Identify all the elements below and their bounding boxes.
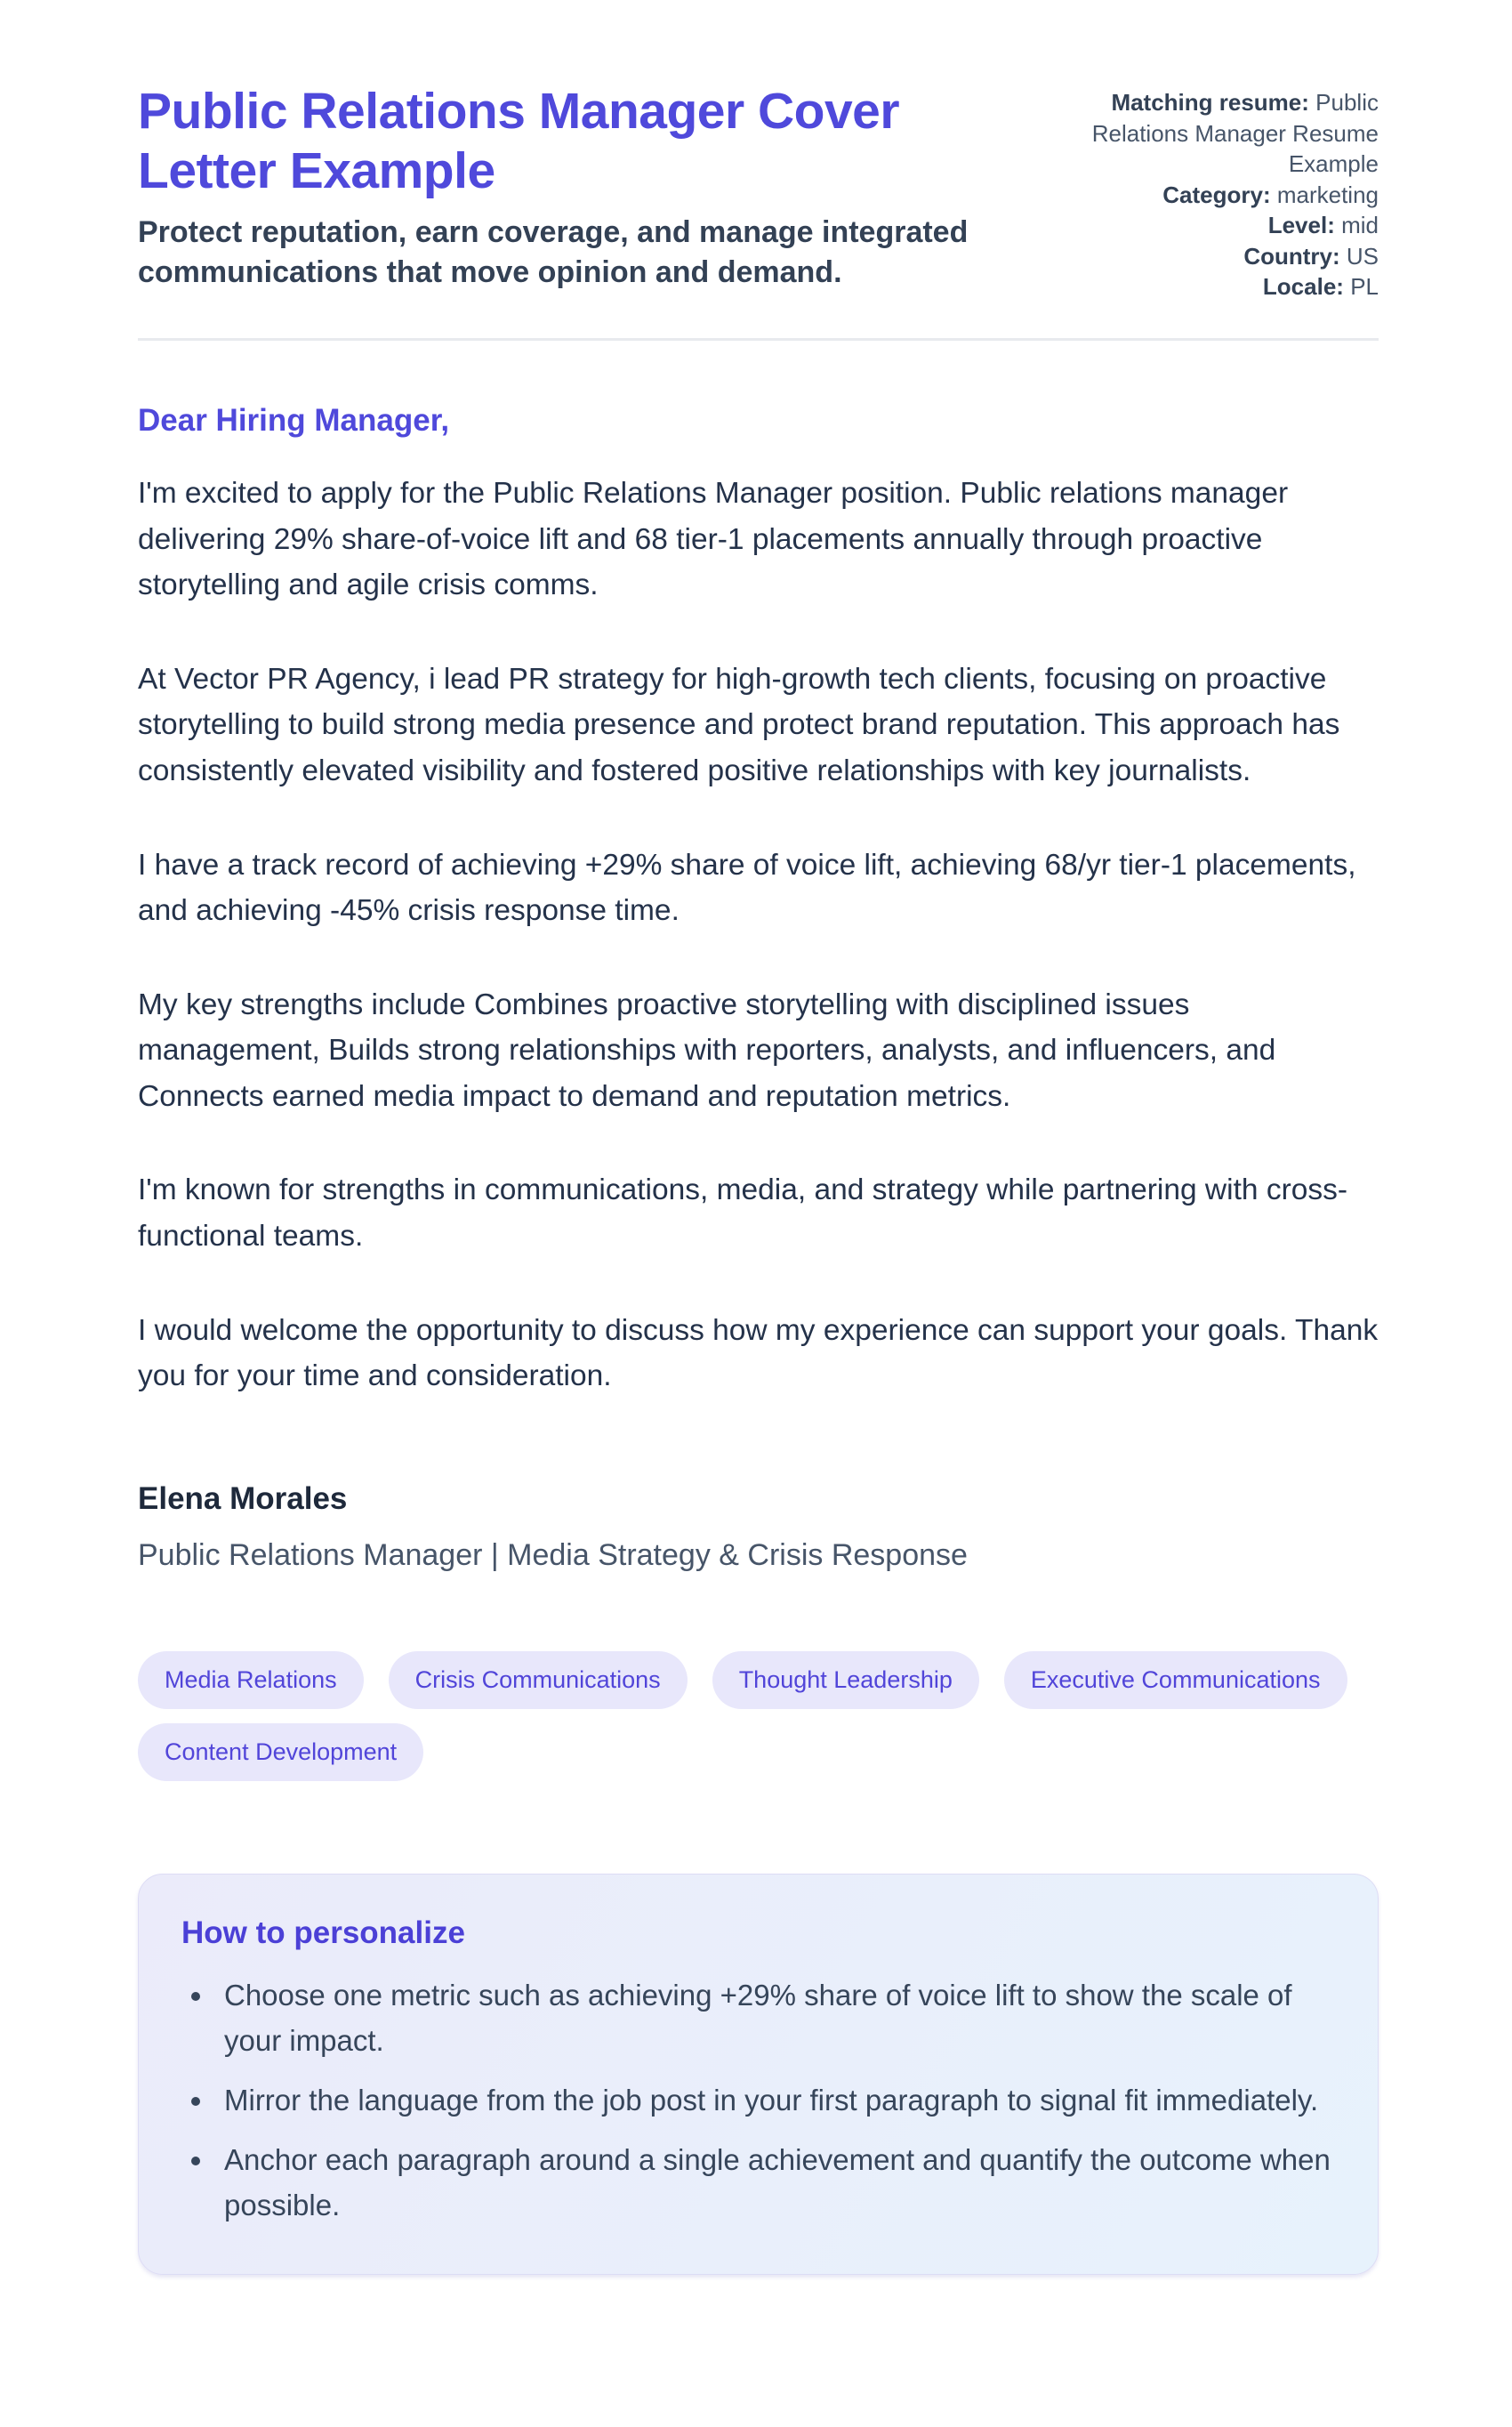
tag-content-development[interactable]: Content Development <box>138 1723 423 1781</box>
letter-paragraph: I would welcome the opportunity to discuss how my experience can support your goals. Thank you for your time and consideration. <box>138 1313 1379 1393</box>
signature-name: Elena Morales <box>138 1480 348 1516</box>
skill-tags <box>138 1651 1379 1781</box>
meta-label-category: Category: <box>1162 181 1271 208</box>
meta-label-locale: Locale: <box>1262 273 1344 301</box>
letter-paragraph: I have a track record of achieving +29% share of voice lift, achieving 68/yr tier-1 placements, and achieving -45% crisis response time. <box>138 848 1356 928</box>
meta-value-locale: PL <box>1350 273 1379 301</box>
title-block <box>138 82 1027 292</box>
page-header <box>138 82 1379 302</box>
how-to-personalize-callout <box>138 1874 1379 2276</box>
signature-title: Public Relations Manager | Media Strategy & Crisis Response <box>138 1537 968 1572</box>
meta-label-country: Country: <box>1243 242 1340 270</box>
tag-media-relations[interactable]: Media Relations <box>138 1651 364 1709</box>
letter-body <box>138 403 1379 1573</box>
signature-block <box>138 1481 1379 1573</box>
letter-paragraph: I'm known for strengths in communications, media, and strategy while partnering with cross-functional teams. <box>138 1173 1348 1253</box>
meta-panel <box>1072 82 1379 302</box>
tag-crisis-communications[interactable]: Crisis Communications <box>389 1651 688 1709</box>
tag-executive-communications[interactable]: Executive Communications <box>1004 1651 1347 1709</box>
tag-thought-leadership[interactable]: Thought Leadership <box>712 1651 979 1709</box>
callout-bullet: • Mirror the language from the job post in your first paragraph to signal fit immediately. <box>215 2077 1335 2123</box>
meta-value-category: marketing <box>1276 181 1379 208</box>
content-divider <box>138 338 1379 341</box>
callout-bullet: • Choose one metric such as achieving +29% share of voice lift to show the scale of your impact. <box>215 1972 1335 2063</box>
callout-title: How to personalize <box>181 1915 465 1950</box>
callout-bullet: • Anchor each paragraph around a single achievement and quantify the outcome when possible. <box>215 2137 1335 2228</box>
letter-greeting: Dear Hiring Manager, <box>138 403 450 439</box>
meta-value-country: US <box>1346 242 1379 270</box>
meta-value-level: mid <box>1341 212 1379 239</box>
letter-paragraph: My key strengths include Combines proactive storytelling with disciplined issues management, Builds strong relationships with reporters, analysts, and influencers, and Connects earned media impact to demand and reputation metrics. <box>138 988 1276 1113</box>
page-title: Public Relations Manager Cover Letter Example <box>138 83 900 199</box>
letter-paragraph: At Vector PR Agency, i lead PR strategy for high-growth tech clients, focusing on proactive storytelling to build strong media presence and protect brand reputation. This approach has consistently elevated visibility and fostered positive relationships with key journalists. <box>138 662 1340 787</box>
meta-value-matching-resume: Public Relations Manager Resume Example <box>1091 89 1379 178</box>
page-subtitle: Protect reputation, earn coverage, and manage integrated communications that move opinion and demand. <box>138 215 969 289</box>
letter-paragraph: I'm excited to apply for the Public Relations Manager position. Public relations manager delivering 29% share-of-voice lift and 68 tier-1 placements annually through proactive storytelling and agile crisis comms. <box>138 477 1289 602</box>
callout-bullet-list <box>181 1972 1335 2229</box>
meta-label-matching-resume: Matching resume: <box>1111 89 1309 116</box>
meta-label-level: Level: <box>1267 212 1335 239</box>
